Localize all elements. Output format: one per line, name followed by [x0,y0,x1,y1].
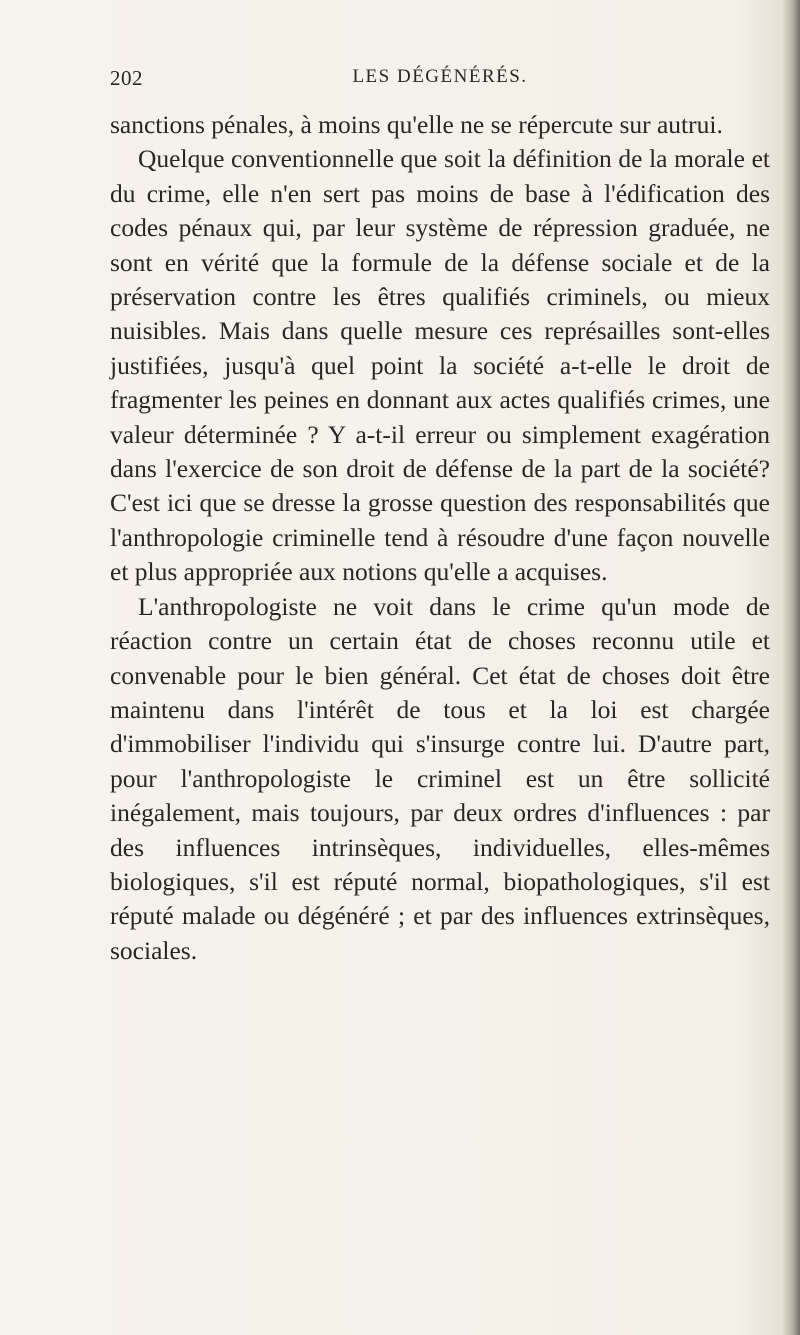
binding-shadow [782,0,800,1335]
paragraph-anthropologiste: L'anthropologiste ne voit dans le crime qu'un mode de réaction contre un certain état de choses reconnu utile et convenable pour le bien général. Cet état de choses doit être maintenu dans l'intérêt de tous et la loi est chargée d'immobiliser l'individu qui s'insurge contre lui. D'autre part, pour l'anthropologiste le criminel est un être sollicité inégalement, mais toujours, par deux ordres d'influences : par des influences intrinsèques, individuelles, elles-mêmes biologiques, s'il est réputé normal, biopathologiques, s'il est réputé malade ou dégénéré ; et par des influences extrinsèques, sociales. [110,591,770,965]
paragraph-morale-crime: Quelque conventionnelle que soit la définition de la morale et du crime, elle n'en sert pas moins de base à l'édification des codes pénaux qui, par leur système de répression graduée, ne sont en vérité que la formule de la défense sociale et de la préservation contre les êtres qualifiés criminels, ou mieux nuisibles. Mais dans quelle mesure ces représailles sont-elles justifiées, jusqu'à quel point la société a-t-elle le droit de fragmenter les peines en donnant aux actes qualifiés crimes, une valeur déterminée ? Y a-t-il erreur ou simplement exagération dans l'exercice de son droit de défense de la part de la société? C'est ici que se dresse la grosse question des responsabilités que l'anthropologie criminelle tend à résoudre d'une façon nouvelle et plus appropriée aux notions qu'elle a acquises. [110,144,770,587]
body-text [110,108,770,968]
paragraph-continuation: sanctions pénales, à moins qu'elle ne se répercute sur autrui. [110,110,723,139]
page-number: 202 [110,66,143,90]
page-header [110,66,770,102]
running-head: LES DÉGÉNÉRÉS. [352,66,528,87]
